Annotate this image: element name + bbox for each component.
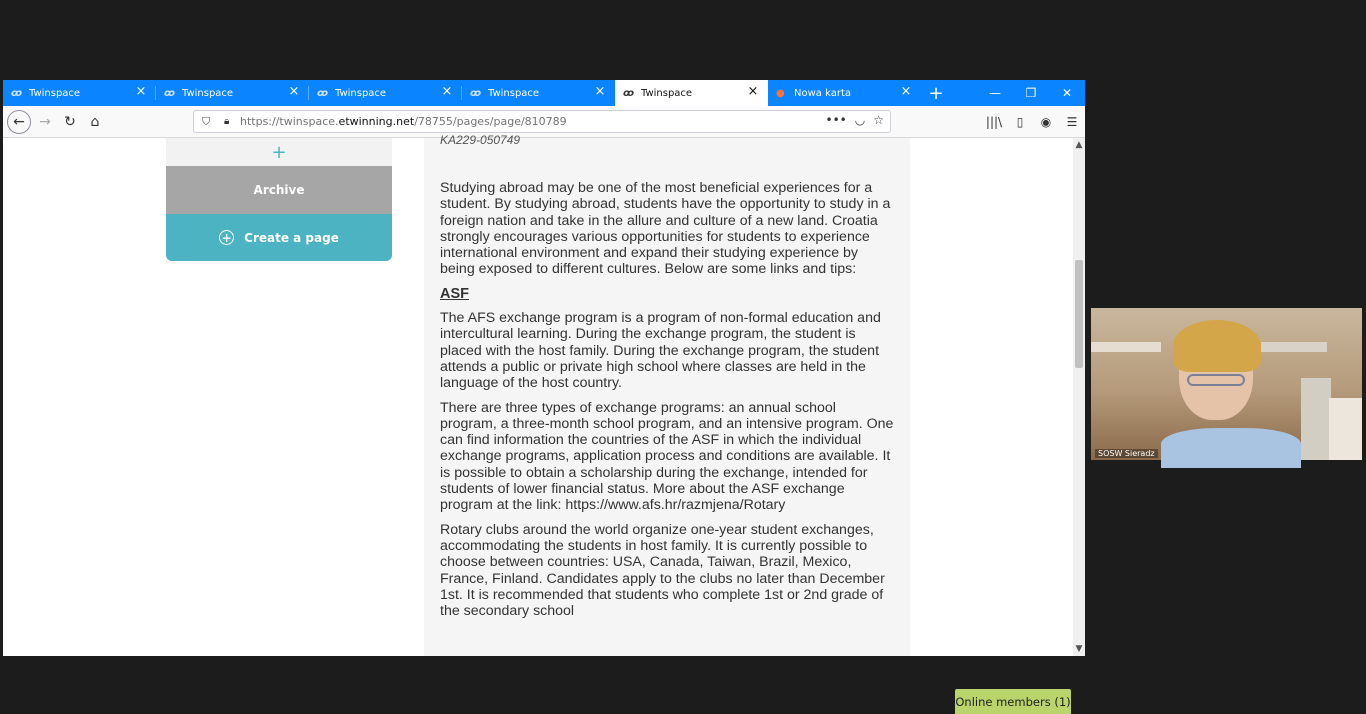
tab-title: Twinspace xyxy=(29,87,81,99)
url-text[interactable]: https://twinspace.etwinning.net/78755/pages/page/810789 xyxy=(240,115,567,128)
archive-label: Archive xyxy=(253,183,305,197)
video-cabinet xyxy=(1329,398,1362,460)
tab-twinspace-2[interactable] xyxy=(156,80,309,106)
add-page-icon[interactable]: + xyxy=(166,138,392,166)
online-members-button[interactable]: Online members (1) xyxy=(955,689,1071,714)
reload-icon[interactable]: ↻ xyxy=(64,114,76,130)
scroll-up-icon[interactable]: ▲ xyxy=(1075,140,1083,150)
forward-icon[interactable]: → xyxy=(39,114,51,130)
scroll-down-icon[interactable]: ▼ xyxy=(1075,644,1083,654)
scroll-thumb[interactable] xyxy=(1075,260,1083,368)
participant-name-label: SOSW Sieradz xyxy=(1095,449,1158,458)
plus-circle-icon: + xyxy=(219,230,234,245)
intro-paragraph: Studying abroad may be one of the most beneficial experiences for a student. By studying abroad, students have the opportunity to study in a foreign nation and take in the allure and culture of a new land. Croatia strongly encourages various opportunities for students to experience international environment and expand their studying experience by being exposed to different cultures. Below are some links and tips: xyxy=(440,180,891,278)
video-door xyxy=(1301,378,1331,460)
participant-shirt xyxy=(1161,428,1301,468)
article-body xyxy=(424,133,910,656)
twinspace-favicon-icon: ꝏ xyxy=(470,87,482,99)
account-icon[interactable]: ◉ xyxy=(1040,115,1052,129)
minimize-icon[interactable]: — xyxy=(989,86,1001,100)
firefox-icon: ● xyxy=(776,87,785,99)
new-tab-button[interactable]: + xyxy=(928,82,944,104)
tab-twinspace-1[interactable] xyxy=(3,80,156,106)
tracking-shield-icon[interactable]: ⛉ xyxy=(202,114,211,128)
page-content xyxy=(3,133,1073,709)
close-tab-icon[interactable]: × xyxy=(900,84,912,99)
page-scrollbar[interactable] xyxy=(1073,138,1085,656)
participant-glasses xyxy=(1187,374,1245,386)
close-tab-icon[interactable]: × xyxy=(288,84,300,99)
page-sidebar xyxy=(166,138,392,261)
address-bar[interactable] xyxy=(193,110,891,133)
tab-title: Twinspace xyxy=(641,87,693,99)
restore-icon[interactable]: ❐ xyxy=(1025,86,1037,100)
create-page-label: Create a page xyxy=(244,230,339,245)
section-heading-asf: ASF xyxy=(440,285,469,302)
participant-hair xyxy=(1173,320,1261,372)
pocket-icon[interactable]: ◡ xyxy=(854,113,866,127)
rotary-paragraph: Rotary clubs around the world organize one-year student exchanges, accommodating the students in host family. It is currently possible to choose between countries: USA, Canada, Taiwan, Brazil, Mexico, France, Finland. Candidates apply to the clubs no later than December 1st. It is recommended that students who complete 1st or 2nd grade of the secondary school xyxy=(440,521,885,620)
exchange-types-paragraph: There are three types of exchange programs: an annual school program, a three-month school program, and an intensive program. One can find information the countries of the ASF in which the individual exchange programs, application process and conditions are available. It is possible to obtain a scholarship during the exchange, intended for students of lower financial status. More about the ASF exchange program at the link: https://www.afs.hr/razmjena/Rotary xyxy=(440,399,894,514)
twinspace-favicon-icon: ꝏ xyxy=(317,87,329,99)
twinspace-favicon-icon: ꝏ xyxy=(11,87,23,99)
tab-title: Twinspace xyxy=(182,87,234,99)
page-actions-icon[interactable]: ••• xyxy=(825,113,847,127)
close-tab-icon[interactable]: × xyxy=(594,84,606,99)
archive-button[interactable] xyxy=(166,166,392,214)
video-participant-tile[interactable] xyxy=(1091,308,1362,460)
browser-window xyxy=(3,80,1085,709)
tab-new-tab[interactable] xyxy=(768,80,921,106)
create-page-button[interactable] xyxy=(166,214,392,261)
tab-twinspace-3[interactable] xyxy=(309,80,462,106)
bookmark-star-icon[interactable]: ☆ xyxy=(873,113,884,127)
twinspace-favicon-icon: ꝏ xyxy=(164,87,176,99)
project-reference: KA229-050749 xyxy=(440,133,521,147)
window-controls xyxy=(977,80,1085,106)
sidebar-toggle-icon[interactable]: ▯ xyxy=(1016,115,1024,129)
twinspace-favicon-icon: ꝏ xyxy=(623,87,635,99)
close-tab-icon[interactable]: × xyxy=(441,84,453,99)
video-shelf xyxy=(1091,342,1161,352)
library-icon[interactable]: |||\ xyxy=(985,115,1003,129)
close-tab-icon[interactable]: × xyxy=(747,84,759,99)
close-tab-icon[interactable]: × xyxy=(135,84,147,99)
tab-title: Nowa karta xyxy=(794,87,851,99)
tab-bar xyxy=(3,80,1085,106)
back-icon[interactable]: ← xyxy=(7,110,31,134)
tab-twinspace-4[interactable] xyxy=(462,80,615,106)
navigation-bar xyxy=(3,106,1085,138)
home-icon[interactable]: ⌂ xyxy=(90,114,100,130)
menu-icon[interactable]: ☰ xyxy=(1066,115,1078,129)
close-window-icon[interactable]: ✕ xyxy=(1061,86,1073,100)
afs-paragraph: The AFS exchange program is a program of non-formal education and intercultural learning. During the exchange program, the student is placed with the host family. During the exchange program, the student attends a public or private high school where classes are held in the language of the host country. xyxy=(440,310,881,392)
tab-title: Twinspace xyxy=(488,87,540,99)
lock-icon[interactable]: 🔒︎ xyxy=(224,116,230,127)
tab-title: Twinspace xyxy=(335,87,387,99)
tab-twinspace-active[interactable] xyxy=(615,80,768,106)
video-shelf xyxy=(1261,342,1327,352)
